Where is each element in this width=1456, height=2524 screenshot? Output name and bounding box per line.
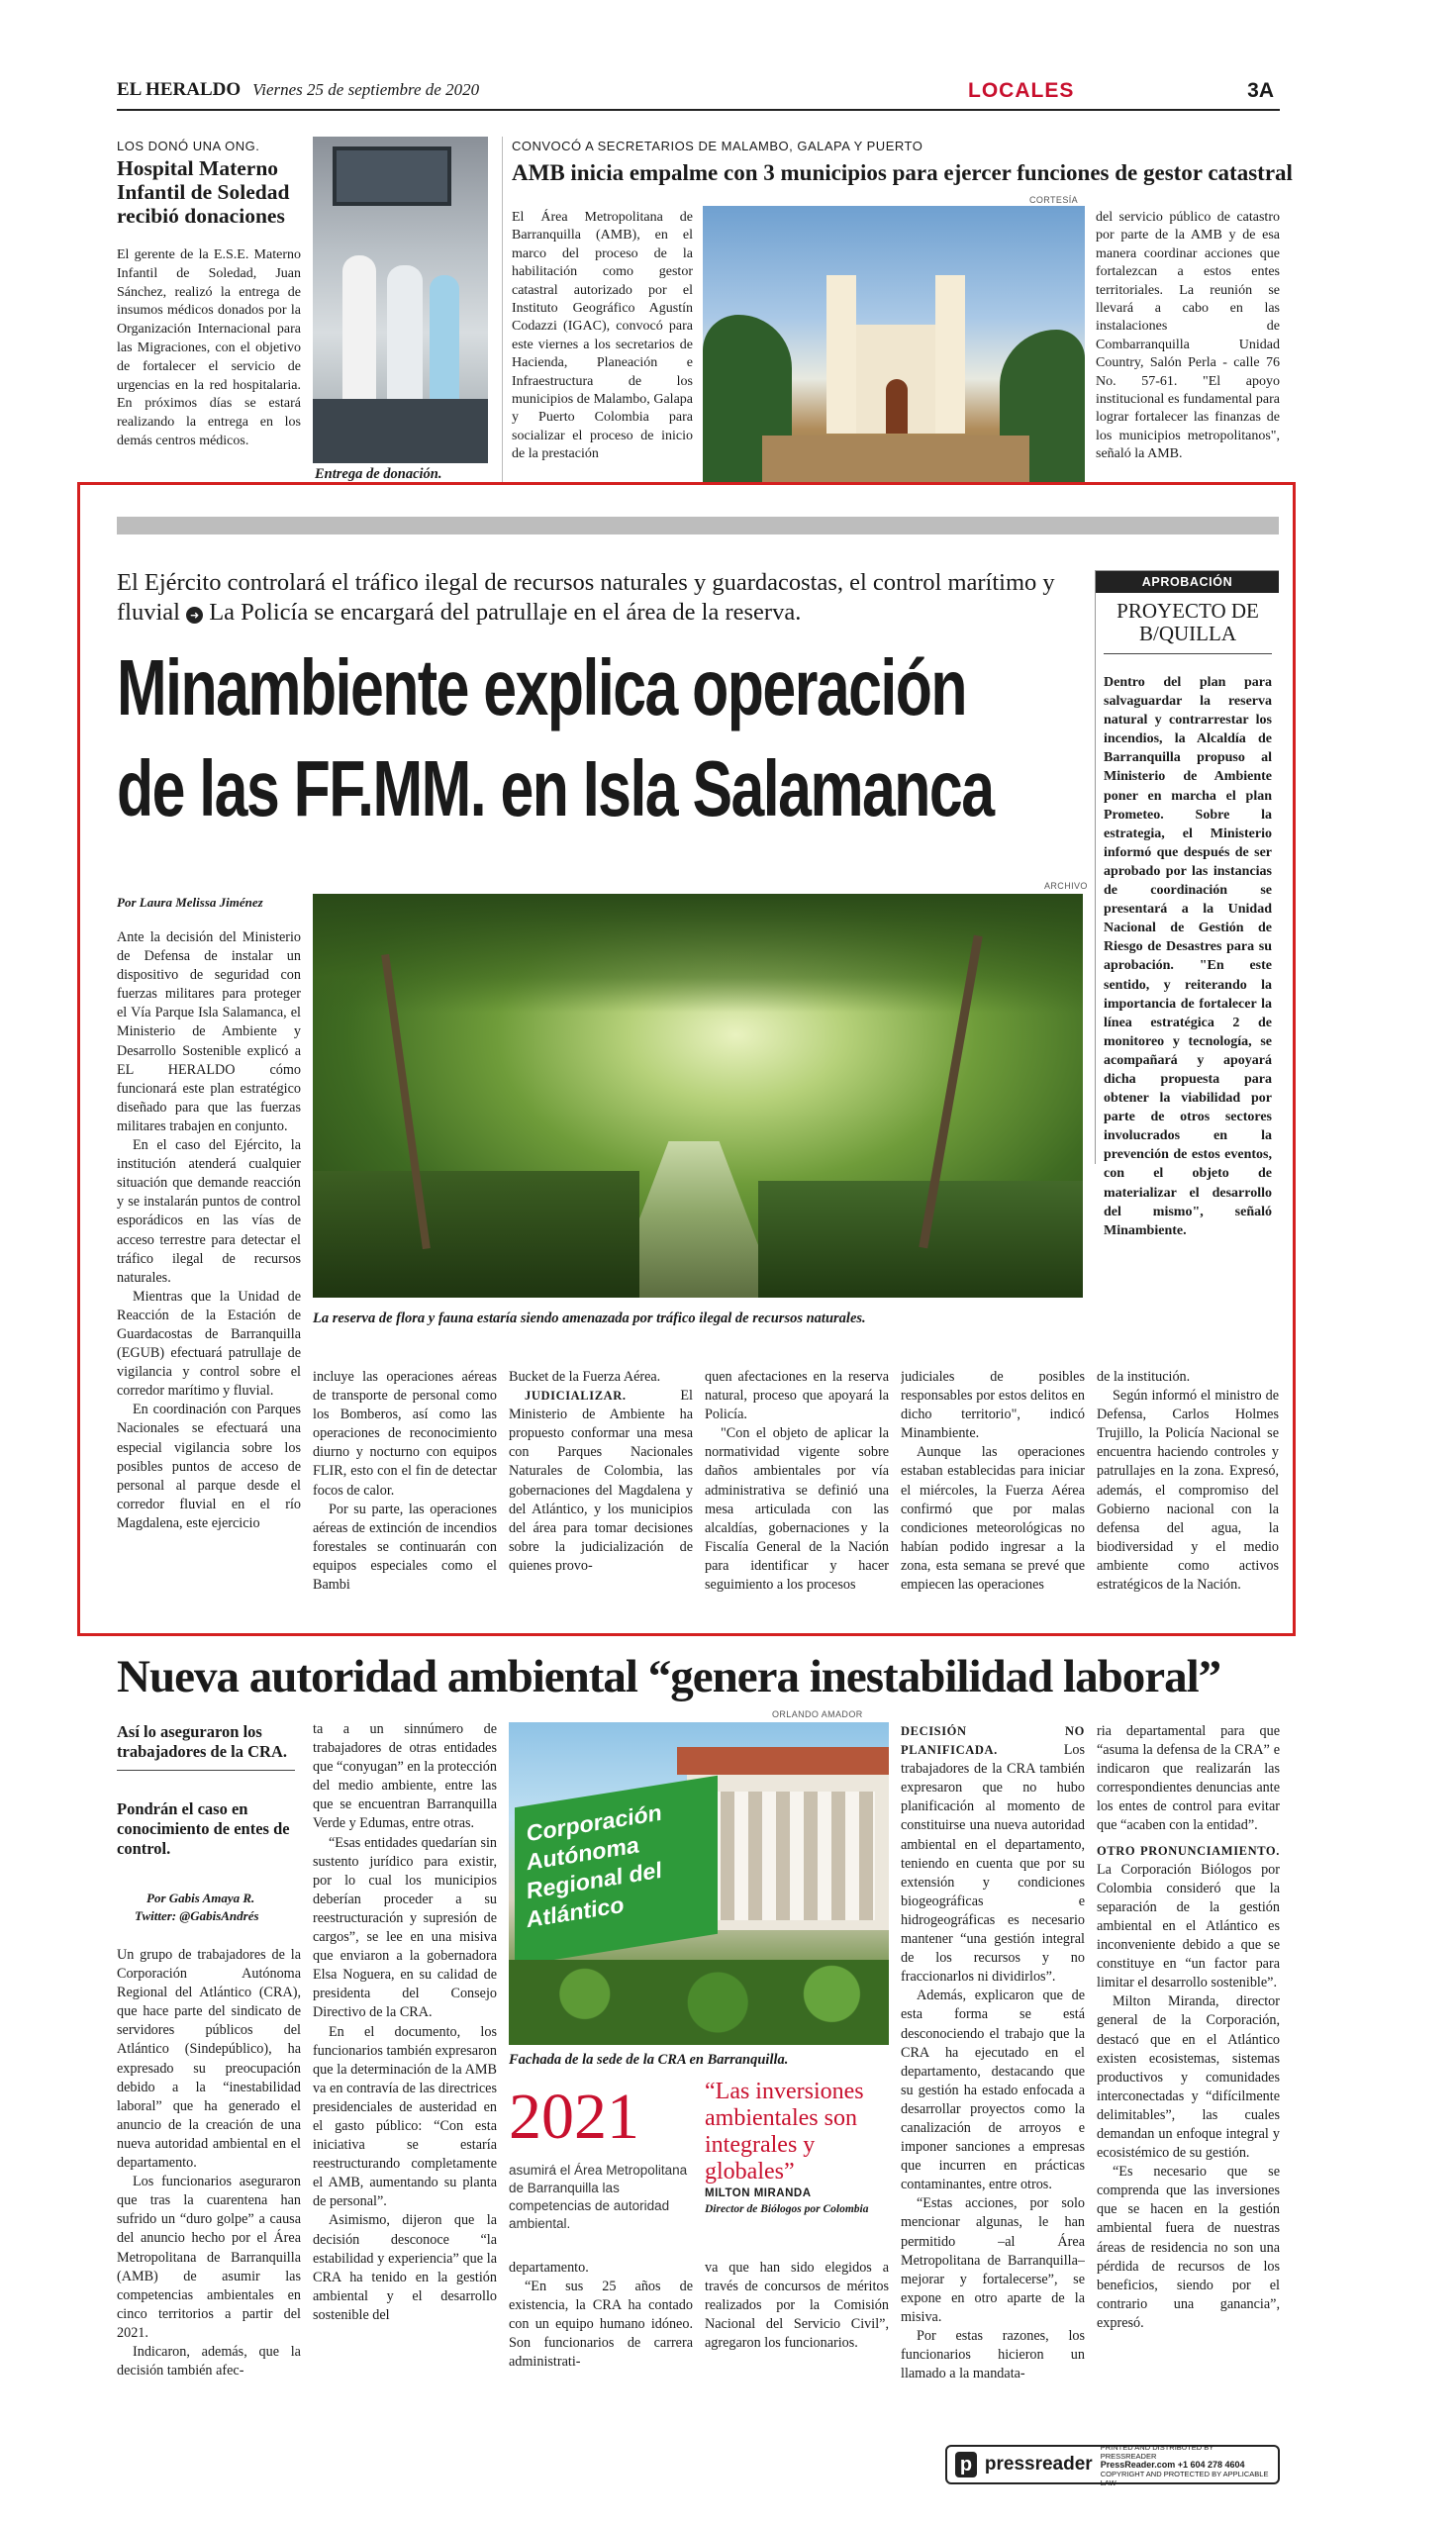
amb-photo-plaza (762, 436, 1029, 485)
pressreader-logo-icon: p (955, 2452, 977, 2477)
pressreader-legal-line1: PRINTED AND DISTRIBUTED BY PRESSREADER (1100, 2442, 1214, 2461)
cra-col1-p2: Los funcionarios aseguraron que tras la cuarentena han sufrido un “duro golpe” a causa del anuncio hecho por el Área Metropolitana de Barranquilla (AMB) de asumir las competencias ambientales en cinco territorios a partir del 2021. (117, 2174, 301, 2341)
cra-summary-2: Pondrán el caso en conocimiento de entes de control. (117, 1799, 290, 1858)
pressreader-legal-line2: PressReader.com +1 604 278 4604 (1100, 2459, 1245, 2470)
cra-col3-p2: “En sus 25 años de existencia, la CRA ha contado con un equipo humano idóneo. Son funcionarios de carrera administrati- (509, 2279, 693, 2371)
cra-col3 (509, 2259, 693, 2412)
main-col1-p2: En el caso del Ejército, la institución atenderá cualquier situación que demande reacción y se instalarán puntos de control esporádicos en las vías de acceso terrestre para detectar el tráfico ilegal de recursos naturales. (117, 1137, 301, 1286)
sidebar-tag: APROBACIÓN (1096, 571, 1279, 593)
main-col6-p1: de la institución. (1097, 1369, 1191, 1385)
cra-col4 (705, 2259, 889, 2412)
cra-col1-p3: Indicaron, además, que la decisión también afec- (117, 2343, 301, 2379)
hospital-photo (313, 137, 488, 463)
cra-byline-2: Twitter: @GabisAndrés (135, 1908, 259, 1923)
cra-photo-columns (707, 1792, 875, 1920)
main-col5-p2: Aunque las operaciones estaban establecidas para iniciar el miércoles, la Fuerza Aérea confirmó que por malas condiciones meteorológicas no habían podido ingresar a la zona, esta semana se prevé que empiecen las operaciones (901, 1444, 1085, 1594)
masthead (117, 79, 1280, 107)
main-headline-line1: Minambiente explica operación (117, 643, 967, 731)
main-col1-p4: En coordinación con Parques Nacionales se efectuará una especial vigilancia sobre los posibles puntos de acceso de personal al parque desde el corredor fluvial en el río Magdalena, este ejercicio (117, 1402, 301, 1531)
page-date: Viernes 25 de septiembre de 2020 (252, 80, 480, 99)
main-col1-p1: Ante la decisión del Ministerio de Defensa de instalar un dispositivo de seguridad con fuerzas militares para proteger el Vía Parque Isla Salamanca, el Ministerio de Ambiente y Desarrollo Sostenible explicó a EL HERALDO cómo funcionará este plan estratégico diseñado para que las fuerzas militares trabajen en conjunto. (117, 929, 301, 1134)
grey-bar (117, 517, 1279, 534)
hospital-kicker: LOS DONÓ UNA ONG. (117, 139, 260, 153)
main-col1 (117, 928, 301, 1611)
cra-photo-caption: Fachada de la sede de la CRA en Barranquilla. (509, 2052, 789, 2068)
cra-col5-p2: Además, explicaron que de esta forma se está desconociendo el trabajo que la CRA ha ejecutado en el departamento, destacando que su gestión ha estado enfocada a desarrollar proyectos como la canalización de arroyos e imponer sanciones a empresas que incurren en prácticas contaminantes, entre otros. (901, 1988, 1085, 2193)
cra-col4-p1: va que han sido elegidos a través de concursos de méritos realizados por la Comisión Nacional del Servicio Civil”, agregaron los funcionarios. (705, 2260, 889, 2352)
cra-quote: “Las inversiones ambientales son integrales y globales” (705, 2079, 864, 2184)
cra-col5-lead: DECISIÓN NO PLANIFICADA. (901, 1724, 1085, 1758)
cra-photo-plants (509, 1960, 889, 2045)
main-col2-p2: Por su parte, las operaciones aéreas de extinción de incendios forestales se continuarán con equipos especiales como el Bambi (313, 1501, 497, 1594)
cra-quote-name: MILTON MIRANDA (705, 2187, 812, 2199)
main-deck-part2: La Policía se encargará del patrullaje en el área de la reserva. (209, 599, 802, 626)
amb-headline: AMB inicia empalme con 3 municipios para ejercer funciones de gestor catastral (512, 160, 1293, 185)
cra-col1 (117, 1946, 301, 2411)
main-col2-p1: incluye las operaciones aéreas de transporte de personal como los Bomberos, así como las operaciones de reconocimiento diurno y nocturno con equipos FLIR, esto con el fin de detectar focos de calor. (313, 1369, 497, 1499)
cra-photo-credit: ORLANDO AMADOR (772, 1709, 863, 1719)
hospital-photo-person-1 (342, 255, 376, 404)
amb-kicker: CONVOCÓ A SECRETARIOS DE MALAMBO, GALAPA Y PUERTO (512, 139, 923, 153)
cra-col6-lead: OTRO PRONUNCIAMIENTO. (1097, 1843, 1280, 1858)
hospital-photo-bed (313, 399, 488, 463)
section-name: LOCALES (968, 79, 1075, 102)
cra-byline-1: Por Gabis Amaya R. (146, 1891, 255, 1905)
main-col4-p1: quen afectaciones en la reserva natural, proceso que apoyará la Policía. (705, 1369, 889, 1423)
bullet-arrow-icon: ➜ (186, 607, 203, 624)
sidebar-title: PROYECTO DE B/QUILLA (1104, 600, 1272, 654)
hospital-body-text: El gerente de la E.S.E. Materno Infantil de Soledad, Juan Sánchez, realizó la entrega de insumos médicos donados por la Organización Internacional para las Migraciones, con el objetivo de fortalecer el servicio de urgencias en la red hospitalaria. En próximos días se estará realizando la entrega en los demás centros médicos. (117, 247, 301, 448)
pressreader-badge (945, 2442, 1280, 2487)
main-col5 (901, 1368, 1085, 1610)
cra-col2-p4: Asimismo, dijeron que la decisión desconoce “la estabilidad y experiencia” que la CRA ha tenido en la gestión ambiental y el desarrollo sostenible del (313, 2212, 497, 2323)
sidebar-body-text: Dentro del plan para salvaguardar la reserva natural y contrarrestar los incendios, la Alcaldía de Barranquilla propuso al Ministerio de Ambiente poner en marcha el plan Prometeo. Sobre la estrategia, el Ministerio informó que después de ser aprobado por las instancias de coordinación se presentará a la Unidad Nacional de Gestión de Riesgo de Desastres para su aprobación. "En este sentido, y reiterando la importancia de fortalecer la línea estratégica 2 de monitoreo y tecnología, se acompañará y apoyará dicha propuesta para obtener la viabilidad por parte de otros sectores involucrados en la prevención de estos eventos, con el objeto de materializar el desarrollo del mismo", señaló Minambiente. (1104, 675, 1272, 1238)
amb-col1-text: El Área Metropolitana de Barranquilla (AMB), en el marco del proceso de la habilitación como gestor catastral autorizado por el Instituto Geográfico Agustín Codazzi (IGAC), convocó para este viernes a los secretarios de Hacienda, Planeación e Infraestructura de los municipios de Malambo, Galapa y Puerto Colombia para socializar el proceso de inicio de la prestación (512, 210, 693, 462)
page-number: 3A (1247, 79, 1274, 102)
cra-col2-p3: En el documento, los funcionarios también expresaron que la determinación de la AMB va en contravía de las directrices presidenciales de austeridad en el gasto público: “Con esta iniciativa se estaría reestructurando completamente el AMB, aumentando su planta de personal”. (313, 2023, 497, 2210)
main-col3-p1: Bucket de la Fuerza Aérea. (509, 1369, 661, 1385)
sidebar-body (1104, 673, 1272, 1307)
cra-photo-roof (677, 1747, 889, 1775)
pressreader-legal (1101, 2443, 1270, 2487)
main-col3-lead: JUDICIALIZAR. (525, 1389, 627, 1404)
cra-col5 (901, 1722, 1085, 2412)
hospital-photo-screen (333, 146, 451, 206)
cra-col6-p3: Milton Miranda, director general de la Corporación, destacó que en el Atlántico existen ecosistemas, sistemas productivos y comunidades interconectadas y “difícilmente delimitables”, las cuales demandan un enfoque integral y ecosistémico de su gestión. (1097, 1993, 1280, 2162)
cra-col5-p3: “Estas acciones, por solo mencionar algunas, le han permitido –al Área Metropolitana de Barranquilla– mejorar y fortalecerse”, se expone en otro aparte de la misiva. (901, 2195, 1085, 2325)
hospital-photo-person-2 (387, 265, 423, 409)
cra-col2 (313, 1720, 497, 2411)
cra-photo-sign: Corporación Autónoma Regional del Atlántico (515, 1776, 718, 1966)
cra-col3-p1: departamento. (509, 2260, 589, 2276)
main-photo-bank-left (313, 1171, 639, 1298)
main-col4 (705, 1368, 889, 1610)
hospital-photo-person-3 (430, 275, 459, 404)
pressreader-brand: pressreader (984, 2454, 1093, 2475)
cra-col6-p4: “Es necesario que se comprenda que las inversiones que se hacen en la gestión ambiental fuera de nuestras áreas de residencia no son una pérdida de recursos de los beneficios, siendo por el contrario una ganancia”, expresó. (1097, 2164, 1280, 2331)
cra-quote-role: Director de Biólogos por Colombia (705, 2203, 869, 2215)
cra-col1-p1: Un grupo de trabajadores de la Corporación Autónoma Regional del Atlántico (CRA), que hace parte del sindicato de servidores públicos del Atlántico (Sindepúblico), ha expresado su preocupación debido a la “inestabilidad laboral” que ha generado el anuncio de la creación de una nueva autoridad ambiental en el departamento. (117, 1947, 301, 2172)
cra-summary-1: Así lo aseguraron los trabajadores de la CRA. (117, 1722, 295, 1771)
main-headline-line2: de las FF.MM. en Isla Salamanca (117, 744, 994, 832)
hospital-caption: Entrega de donación. (315, 466, 442, 482)
amb-col2-text: del servicio público de catastro por parte de la AMB y de esa manera coordinar acciones que fortalezcan a estos entes territoriales. La reunión se llevará a cabo en las instalaciones de Combarranquilla Unidad Country, Salón Perla - calle 76 No. 57-61. "El apoyo institucional es fundamental para lograr fortalecer las finanzas de los municipios metropolitanos", señaló la AMB. (1096, 210, 1280, 462)
hospital-headline: Hospital Materno Infantil de Soledad recibió donaciones (117, 156, 290, 228)
cra-col6 (1097, 1722, 1280, 2412)
amb-photo-church-tower-right (935, 275, 965, 434)
amb-col1 (512, 209, 693, 486)
main-col6 (1097, 1368, 1279, 1610)
main-col3 (509, 1368, 693, 1610)
main-col4-p2: "Con el objeto de aplicar la normatividad vigente sobre daños ambientales por vía administrativa se definió una mesa articulada con las alcaldías, gobernaciones y la Fiscalía General de la Nación para identificar y hacer seguimiento a los procesos (705, 1425, 889, 1594)
amb-photo-church-tower-left (826, 275, 856, 434)
header-rule (117, 109, 1280, 111)
main-photo-mangrove (313, 894, 1083, 1298)
main-col5-p1: judiciales de posibles responsables por estos delitos en dicho territorio", indicó Minambiente. (901, 1369, 1085, 1442)
main-deck (117, 568, 1089, 628)
main-photo-caption: La reserva de flora y fauna estaría siendo amenazada por tráfico ilegal de recursos naturales. (313, 1311, 866, 1326)
main-byline: Por Laura Melissa Jiménez (117, 895, 263, 910)
main-col2 (313, 1368, 497, 1610)
amb-photo-church (703, 206, 1085, 485)
cra-big-number: 2021 (509, 2081, 639, 2153)
cra-col2-p1: ta a un sinnúmero de trabajadores de otras entidades que “conyugan” en la protección del medio ambiente, entre las que se encuentran Barranquilla Verde y Edumas, entre otras. (313, 1721, 497, 1832)
main-col3-p2: El Ministerio de Ambiente ha propuesto conformar una mesa con Parques Nacionales Naturales de Colombia, las gobernaciones del Magdalena y del Atlántico, y los municipios del área para tomar decisiones sobre la judicialización de quienes provo- (509, 1388, 693, 1574)
amb-photo-church-door (886, 379, 908, 434)
main-col1-p3: Mientras que la Unidad de Reacción de la Estación de Guardacostas de Barranquilla (EGUB) efectuará patrullaje de vigilancia y control sobre el corredor marítimo y fluvial. (117, 1288, 301, 1400)
main-deck-part1: El Ejército controlará el tráfico ilegal de recursos naturales y guardacostas, el control marítimo y fluvial (117, 569, 1055, 626)
main-col6-p2: Según informó el ministro de Defensa, Carlos Holmes Trujillo, la Policía Nacional se encuentra haciendo controles y patrullajes en la zona. Expresó, además, el compromiso del Gobierno nacional con la defensa del agua, la biodiversidad y el medio ambiente como activos estratégicos de la Nación. (1097, 1388, 1279, 1594)
hospital-body (117, 246, 301, 484)
cra-headline: Nueva autoridad ambiental “genera inestabilidad laboral” (117, 1651, 1221, 1702)
cra-number-text: asumirá el Área Metropolitana de Barranquilla las competencias de autoridad ambiental. (509, 2163, 688, 2231)
cra-col5-p4: Por estas razones, los funcionarios hicieron un llamado a la mandata- (901, 2328, 1085, 2382)
amb-col2 (1096, 209, 1280, 486)
cra-col6-p1: ria departamental para que “asuma la defensa de la CRA” e indicaron que realizarán las correspondientes denuncias ante los entes de control para evitar que “acaben con la entidad”. (1097, 1723, 1280, 1834)
amb-photo-credit: CORTESÍA (1029, 195, 1079, 205)
cra-col6-p2: La Corporación Biólogos por Colombia consideró que la separación de la gestión ambiental en el Atlántico es inconveniente debido a que se constituye en “un factor para limitar el desarrollo sostenible”. (1097, 1861, 1280, 1991)
pressreader-legal-line3: COPYRIGHT AND PROTECTED BY APPLICABLE LAW (1100, 2469, 1269, 2487)
paper-name: EL HERALDO (117, 79, 242, 100)
main-photo-credit: ARCHIVO (1044, 881, 1088, 891)
cra-col2-p2: “Esas entidades quedarían sin sustento jurídico para existir, por lo cual los municipios deberían proceder a su reestructuración y supresión de cargos”, se lee en una misiva que enviaron a la gobernadora Elsa Noguera, en su calidad de presidenta del Consejo Directivo de la CRA. (313, 1834, 497, 2021)
column-divider (502, 137, 503, 485)
cra-photo-facade (509, 1722, 889, 2045)
cra-col5-p1: Los trabajadores de la CRA también expresaron que no hubo planificación al momento de constituirse una nueva autoridad ambiental en el departamento, teniendo en cuenta que por su extensión y condiciones biogeográficas e hidrogeográficas es necesario mantener “una gestión integral de los recursos y no fraccionarlos ni dividirlos”. (901, 1742, 1085, 1986)
